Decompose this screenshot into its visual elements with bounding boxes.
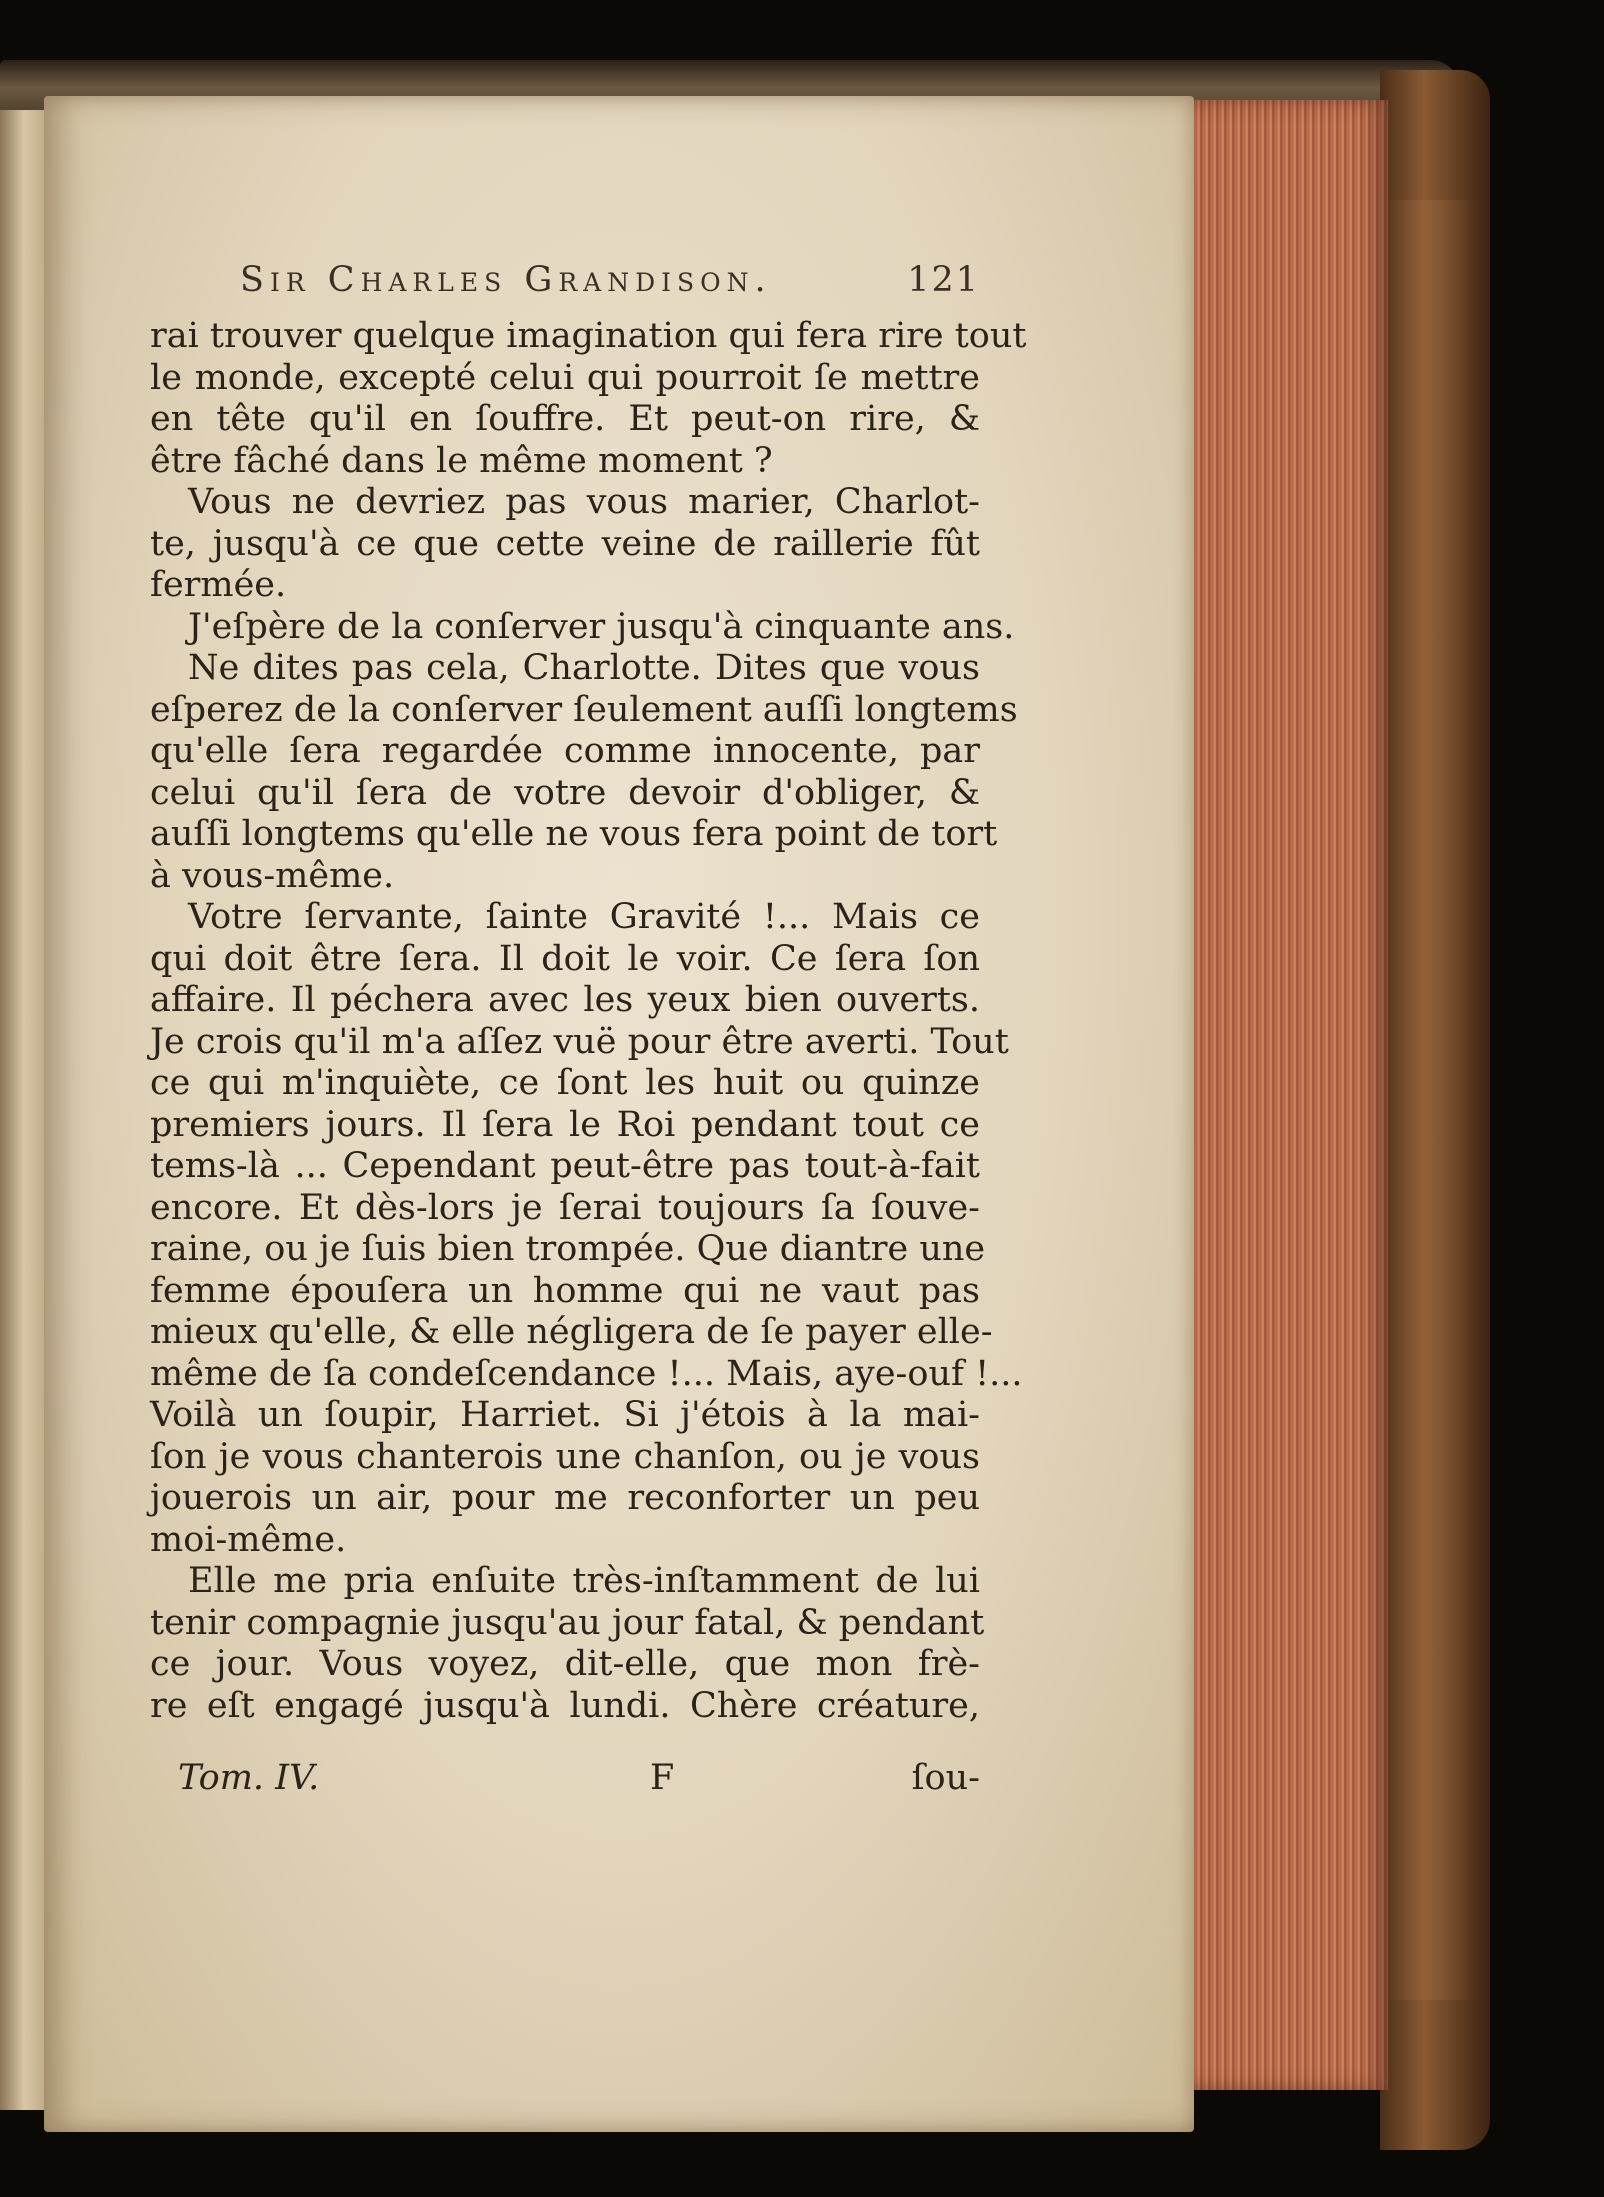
volume-mark: Tom. IV. bbox=[178, 1758, 320, 1798]
text-line: affaire. Il péchera avec les yeux bien ouverts. bbox=[150, 980, 980, 1020]
text-line: qui doit être ſera. Il doit le voir. Ce ſera ſon bbox=[150, 938, 980, 979]
text-line: femme épouſera un homme qui ne vaut pas bbox=[150, 1270, 980, 1311]
text-line: rai trouver quelque imagination qui fera rire tout bbox=[150, 316, 1027, 356]
text-line: tenir compagnie jusqu'au jour fatal, & pendant bbox=[150, 1602, 985, 1643]
text-line: tems-là ... Cependant peut-être pas tout-à-fait bbox=[150, 1146, 980, 1186]
text-line: premiers jours. Il ſera le Roi pendant tout ce bbox=[150, 1104, 980, 1145]
text-line: J'eſpère de la conſerver jusqu'à cinquante ans. bbox=[188, 606, 1015, 647]
text-line: raine, ou je ſuis bien trompée. Que diantre une bbox=[150, 1229, 986, 1269]
text-line: fermée. bbox=[150, 565, 287, 605]
text-line: le monde, excepté celui qui pourroit ſe mettre bbox=[150, 357, 980, 398]
signature-mark: F bbox=[650, 1758, 675, 1798]
text-line: en tête qu'il en ſouffre. Et peut-on rire, & bbox=[150, 399, 980, 439]
text-line: Vous ne devriez pas vous marier, Charlot- bbox=[188, 482, 980, 522]
text-line: jouerois un air, pour me reconforter un peu bbox=[150, 1478, 980, 1518]
text-line: mieux qu'elle, & elle négligera de ſe payer elle- bbox=[150, 1312, 993, 1352]
catchword: ſou- bbox=[911, 1758, 980, 1798]
text-line: Ne dites pas cela, Charlotte. Dites que vous bbox=[188, 648, 980, 688]
page-number: 121 bbox=[907, 260, 980, 300]
text-line: Je crois qu'il m'a aſſez vuë pour être averti. Tout bbox=[150, 1021, 1009, 1062]
text-line: re eſt engagé jusqu'à lundi. Chère créature, bbox=[150, 1685, 980, 1726]
text-line: Voilà un ſoupir, Harriet. Si j'étois à la mai- bbox=[150, 1395, 980, 1435]
text-line: ce qui m'inquiète, ce ſont les huit ou quinze bbox=[150, 1063, 980, 1103]
body-text bbox=[150, 316, 1027, 1727]
text-line: même de ſa condeſcendance !... Mais, aye-ouf !... bbox=[150, 1353, 1023, 1394]
text-line: Votre ſervante, ſainte Gravité !... Mais ce bbox=[188, 897, 980, 937]
text-line: qu'elle ſera regardée comme innocente, par bbox=[150, 731, 980, 771]
text-line: ce jour. Vous voyez, dit-elle, que mon frè- bbox=[150, 1644, 980, 1684]
text-line: Elle me pria enſuite très-inſtamment de lui bbox=[188, 1561, 980, 1601]
leather-highlight bbox=[1385, 200, 1475, 2000]
page-footer bbox=[150, 1758, 980, 1802]
text-line: celui qu'il ſera de votre devoir d'obliger, & bbox=[150, 772, 980, 813]
text-line: encore. Et dès-lors je ſerai toujours ſa ſouve- bbox=[150, 1187, 980, 1228]
left-page-edge bbox=[0, 110, 48, 2110]
page-edges-red bbox=[1188, 100, 1388, 2090]
running-title: Sir Charles Grandison. bbox=[240, 260, 772, 300]
text-line: te, jusqu'à ce que cette veine de raillerie fût bbox=[150, 523, 980, 564]
text-line: moi-même. bbox=[150, 1519, 347, 1560]
running-header bbox=[150, 260, 980, 312]
text-line: être fâché dans le même moment ? bbox=[150, 440, 773, 481]
text-line: auſſi longtems qu'elle ne vous fera point de tort bbox=[150, 814, 998, 854]
text-line: à vous-même. bbox=[150, 855, 395, 896]
text-line: ſon je vous chanterois une chanſon, ou je vous bbox=[150, 1436, 980, 1477]
text-line: eſperez de la conſerver ſeulement auſſi longtems bbox=[150, 689, 1018, 730]
